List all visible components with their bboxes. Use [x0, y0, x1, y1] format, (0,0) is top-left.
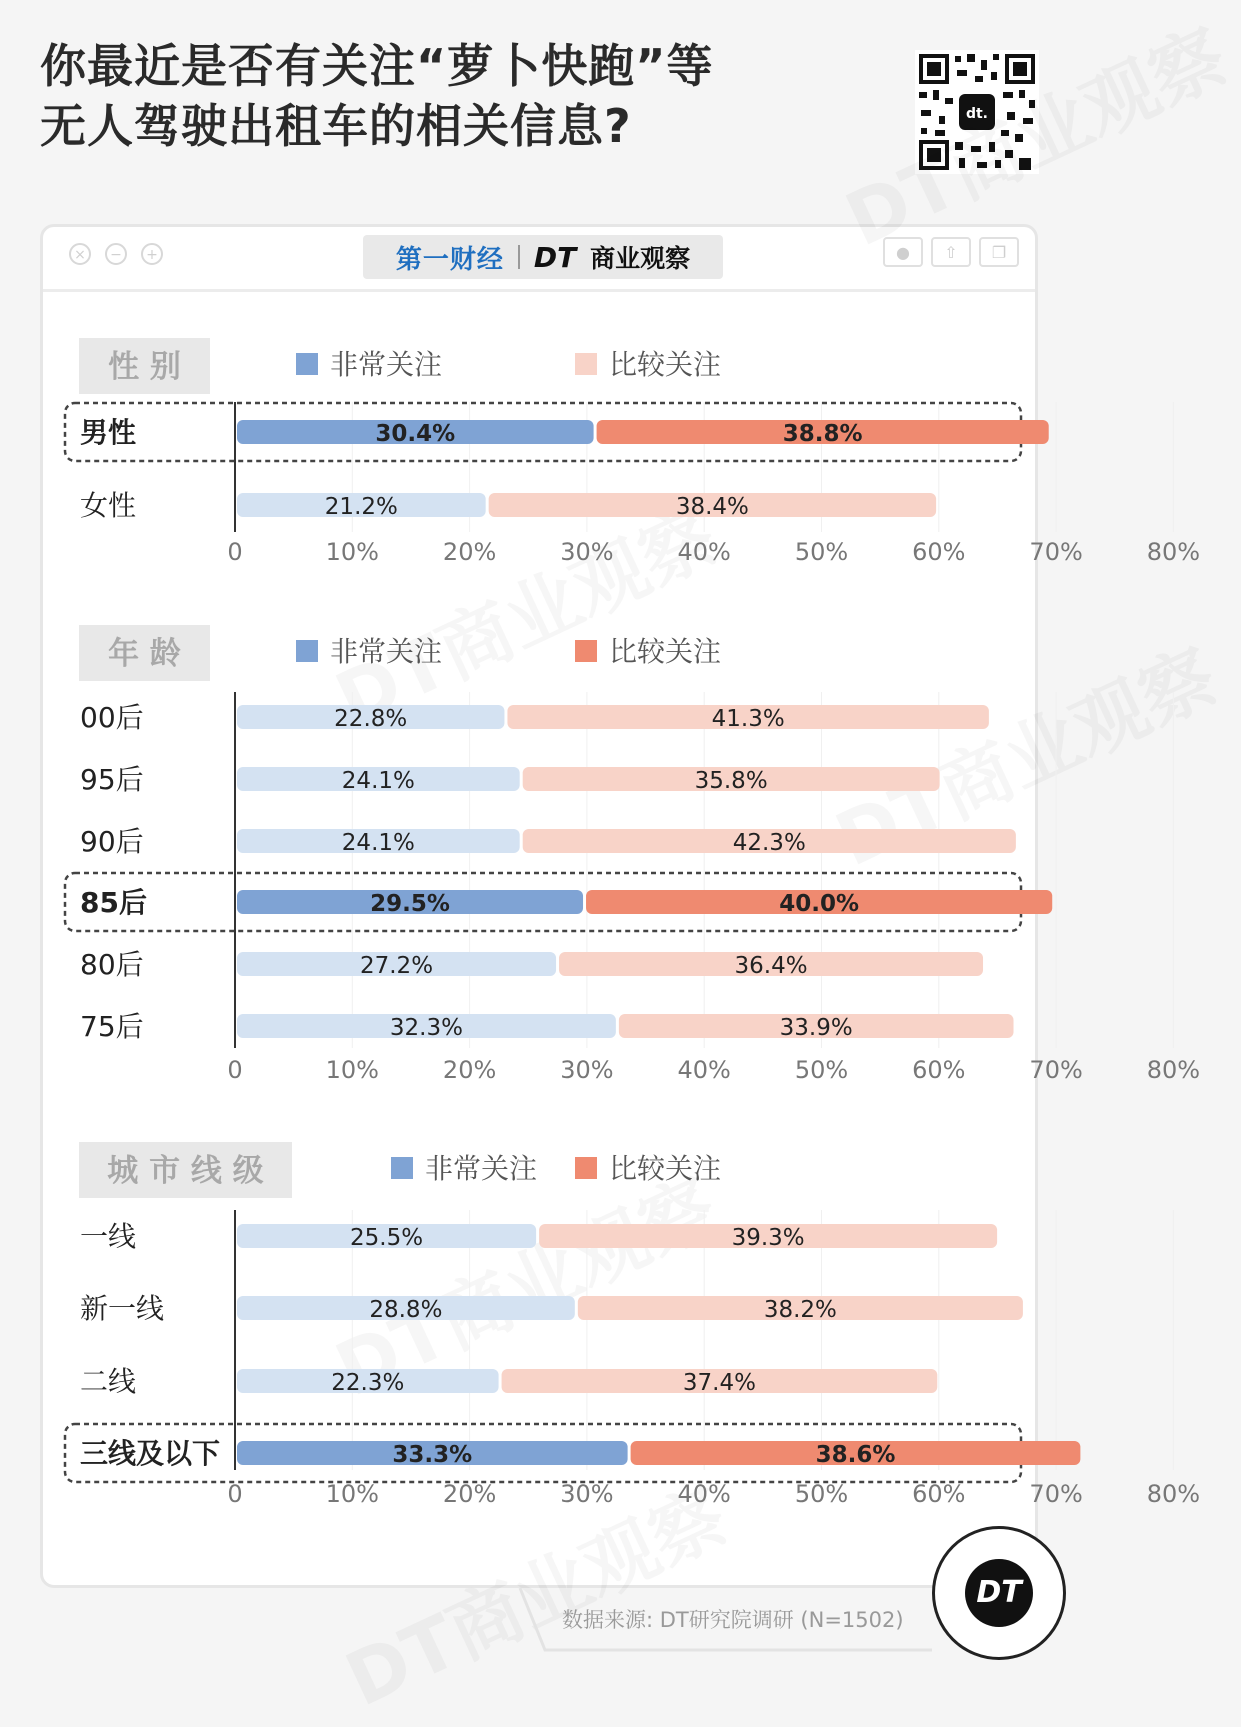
data-label-fairly: 40.0%: [779, 891, 860, 917]
data-label-fairly: 38.6%: [815, 1442, 896, 1468]
x-tick-label: 70%: [1029, 1056, 1083, 1084]
legend-label-very: 非常关注: [425, 1152, 538, 1185]
data-label-fairly: 35.8%: [694, 768, 768, 794]
data-label-fairly: 41.3%: [711, 706, 785, 732]
maximize-window-icon[interactable]: +: [141, 243, 163, 265]
x-tick-label: 40%: [677, 1480, 731, 1508]
x-tick-label: 20%: [442, 1056, 497, 1084]
x-tick-label: 30%: [560, 1056, 614, 1084]
dt-badge: [932, 1526, 1066, 1660]
x-tick-label: 60%: [912, 1480, 966, 1508]
data-label-very: 27.2%: [359, 953, 434, 979]
x-tick-label: 80%: [1146, 538, 1201, 566]
minimize-window-icon[interactable]: −: [105, 243, 127, 265]
data-label-fairly: 36.4%: [734, 953, 808, 979]
data-label-very: 21.2%: [324, 494, 398, 520]
category-label: 85后: [80, 886, 147, 919]
svg-text:dt.: dt.: [965, 106, 989, 122]
data-label-fairly: 38.8%: [782, 421, 863, 447]
data-label-very: 33.3%: [392, 1442, 473, 1468]
data-label-fairly: 37.4%: [682, 1370, 756, 1396]
data-label-very: 24.1%: [341, 830, 415, 856]
x-tick-label: 40%: [677, 1056, 731, 1084]
data-label-fairly: 38.4%: [675, 494, 749, 520]
x-tick-label: 0: [227, 1056, 243, 1084]
category-label: 女性: [80, 489, 137, 522]
category-label: 男性: [80, 416, 137, 449]
x-tick-label: 30%: [560, 1480, 614, 1508]
dt-badge-logo: DT: [965, 1559, 1033, 1627]
data-label-very: 30.4%: [375, 421, 456, 447]
legend-swatch-fairly: [575, 640, 597, 662]
category-label: 新一线: [80, 1292, 165, 1325]
group-label: 年 龄: [108, 636, 181, 672]
x-tick-label: 10%: [325, 1480, 379, 1508]
category-label: 95后: [80, 763, 144, 796]
x-tick-label: 40%: [677, 538, 731, 566]
x-tick-label: 70%: [1029, 1480, 1083, 1508]
x-tick-label: 10%: [325, 1056, 379, 1084]
x-tick-label: 0: [227, 1480, 243, 1508]
category-label: 90后: [80, 825, 144, 858]
category-label: 一线: [80, 1220, 137, 1253]
x-tick-label: 50%: [794, 1480, 849, 1508]
legend-label-fairly: 比较关注: [609, 1152, 722, 1185]
legend-label-fairly: 比较关注: [609, 348, 722, 381]
legend-swatch-fairly: [575, 353, 597, 375]
x-tick-label: 80%: [1146, 1056, 1201, 1084]
x-tick-label: 50%: [794, 538, 849, 566]
data-label-very: 25.5%: [350, 1225, 424, 1251]
chart-group-2: [65, 625, 1200, 1084]
data-label-very: 24.1%: [341, 768, 415, 794]
data-label-very: 29.5%: [370, 891, 450, 917]
x-tick-label: 50%: [794, 1056, 849, 1084]
dt-logo: DT: [533, 240, 577, 274]
x-tick-label: 20%: [442, 1480, 497, 1508]
legend-swatch-fairly: [575, 1157, 597, 1179]
data-source: 数据来源: DT研究院调研 (N=1502): [562, 1608, 904, 1632]
group-label: 性 别: [108, 349, 181, 385]
group-label: 城 市 线 级: [107, 1153, 264, 1189]
data-label-very: 22.8%: [334, 706, 408, 732]
title-line-1: 你最近是否有关注“萝卜快跑”等: [40, 39, 714, 93]
x-tick-label: 80%: [1146, 1480, 1201, 1508]
category-label: 00后: [80, 701, 144, 734]
data-label-very: 32.3%: [389, 1015, 463, 1041]
x-tick-label: 0: [227, 538, 243, 566]
yicai-logo: 第一财经: [395, 244, 504, 275]
data-label-very: 22.3%: [331, 1370, 405, 1396]
chart-group-1: [65, 338, 1200, 566]
dt-brand-name: 商业观察: [590, 244, 691, 273]
data-label-fairly: 33.9%: [779, 1015, 853, 1041]
legend-label-very: 非常关注: [330, 348, 443, 381]
legend-label-very: 非常关注: [330, 635, 443, 668]
data-label-very: 28.8%: [369, 1297, 443, 1323]
x-tick-label: 20%: [442, 538, 497, 566]
legend-label-fairly: 比较关注: [609, 635, 722, 668]
category-label: 75后: [80, 1010, 144, 1043]
close-window-icon[interactable]: ×: [69, 243, 91, 265]
share-icon[interactable]: ⇧: [931, 237, 971, 267]
x-tick-label: 30%: [560, 538, 614, 566]
category-label: 二线: [80, 1365, 137, 1398]
legend-swatch-very: [296, 353, 318, 375]
legend-swatch-very: [296, 640, 318, 662]
legend-swatch-very: [391, 1157, 413, 1179]
title-line-2: 无人驾驶出租车的相关信息?: [40, 99, 632, 153]
chart-group-3: [65, 1142, 1200, 1508]
category-label: 80后: [80, 948, 144, 981]
x-tick-label: 70%: [1029, 538, 1083, 566]
category-label: 三线及以下: [80, 1437, 221, 1470]
data-label-fairly: 42.3%: [732, 830, 806, 856]
x-tick-label: 10%: [325, 538, 379, 566]
data-label-fairly: 39.3%: [731, 1225, 805, 1251]
x-tick-label: 60%: [912, 538, 966, 566]
x-tick-label: 60%: [912, 1056, 966, 1084]
copy-icon[interactable]: ❐: [979, 237, 1019, 267]
record-icon[interactable]: ●: [883, 237, 923, 267]
data-label-fairly: 38.2%: [763, 1297, 837, 1323]
